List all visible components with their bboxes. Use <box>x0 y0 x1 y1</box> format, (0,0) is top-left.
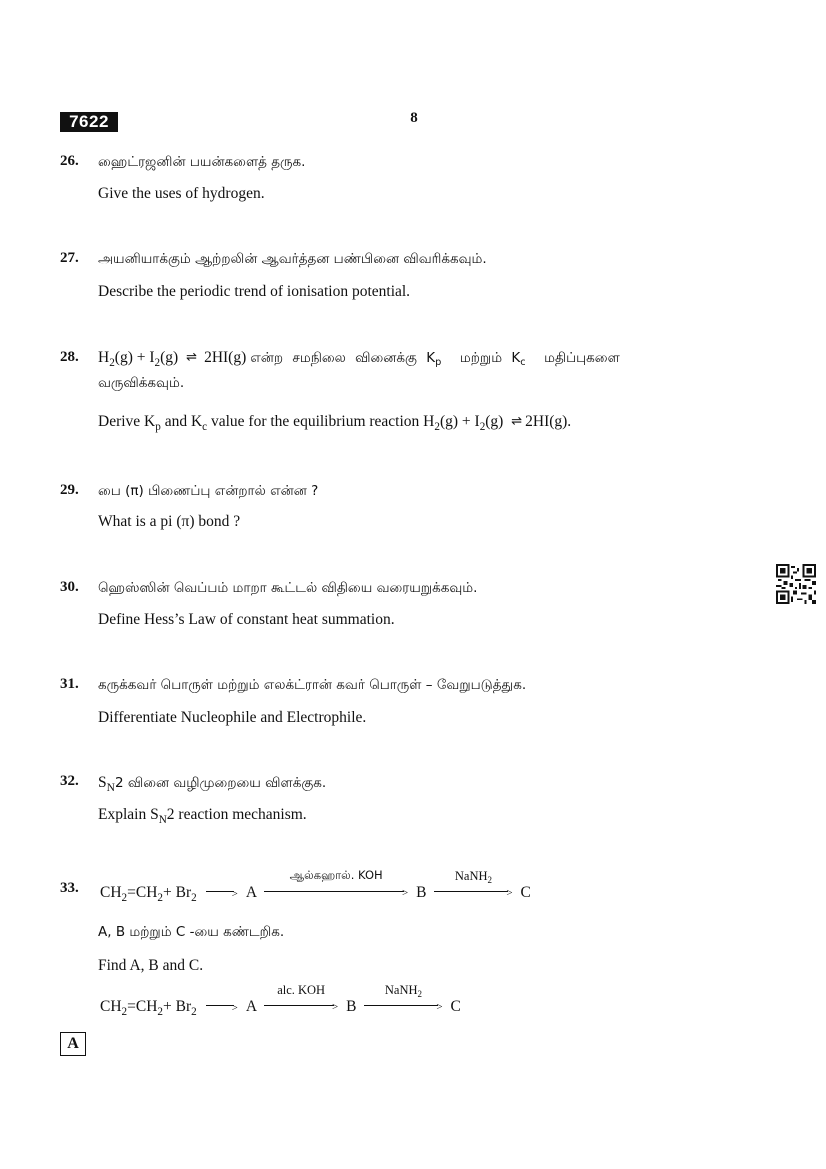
question-tamil-line2: வருவிக்கவும். <box>98 375 185 391</box>
question-tamil: ஹைட்ரஜனின் பயன்களைத் தருக. <box>98 154 306 170</box>
question-number: 28. <box>60 349 79 365</box>
tamil-text: என்ற சமநிலை வினைக்கு $K_p$ மற்றும் $K_c$ மதிப்புகளை <box>250 350 620 369</box>
question-english: Find A, B and C. <box>98 957 204 974</box>
reaction-lhs: $H_2(g) + I_2(g)$ <box>98 349 179 369</box>
reaction-arrow-icon: > <box>206 884 238 902</box>
reaction-rhs: 2HI(g) <box>204 349 247 366</box>
question-english: What is a pi (π) bond ? <box>98 513 241 530</box>
question-english: Give the uses of hydrogen. <box>98 185 265 202</box>
reagent-arrow-alc-koh: ஆல்கஹால். KOH > <box>264 884 408 902</box>
question-english: Differentiate Nucleophile and Electrophile. <box>98 709 367 726</box>
paper-code: 7622 <box>60 112 118 132</box>
question-english: Define Hess’s Law of constant heat summation. <box>98 611 395 628</box>
reaction-scheme-english: $CH_2=CH_2+ Br_2 > A$ alc. KOH > B NaNH$_2$ > C <box>100 983 461 1018</box>
booklet-type-box: A <box>60 1032 86 1056</box>
page-number: 8 <box>410 110 418 126</box>
question-english: Describe the periodic trend of ionisation potential. <box>98 283 411 300</box>
question-tamil: $S_N2$ வினை வழிமுறையை விளக்குக. <box>98 774 327 795</box>
question-number: 33. <box>60 880 79 896</box>
reaction-scheme-tamil: $CH_2=CH_2+ Br_2 > A$ ஆல்கஹால். KOH > B NaNH$_2$ > C <box>100 868 531 904</box>
question-number: 32. <box>60 773 79 789</box>
reagent-arrow-nanh2: NaNH$_2$ > <box>364 998 442 1016</box>
question-english: Explain $S_N2$ reaction mechanism. <box>98 806 307 826</box>
question-tamil <box>98 349 728 368</box>
question-number: 30. <box>60 579 79 595</box>
question-tamil: அயனியாக்கும் ஆற்றலின் ஆவர்த்தன பண்பினை விவரிக்கவும். <box>98 251 487 267</box>
reagent-arrow-nanh2: NaNH$_2$ > <box>434 884 512 902</box>
question-number: 27. <box>60 250 79 266</box>
question-number: 29. <box>60 482 79 498</box>
question-number: 26. <box>60 153 79 169</box>
question-tamil: பை (π) பிணைப்பு என்றால் என்ன ? <box>98 483 319 499</box>
question-tamil: கருக்கவர் பொருள் மற்றும் எலக்ட்ரான் கவர் பொருள் – வேறுபடுத்துக. <box>98 677 527 693</box>
equilibrium-arrow-icon: ⇌ <box>511 414 522 429</box>
reaction-arrow-icon: > <box>206 998 238 1016</box>
question-number: 31. <box>60 676 79 692</box>
reagent-arrow-alc-koh: alc. KOH > <box>264 998 338 1016</box>
question-tamil: A, B மற்றும் C -யை கண்டறிக. <box>98 924 285 940</box>
qr-code-icon <box>776 564 816 604</box>
question-tamil: ஹெஸ்ஸின் வெப்பம் மாறா கூட்டல் விதியை வரையறுக்கவும். <box>98 580 478 596</box>
equilibrium-arrow-icon: ⇌ <box>186 350 197 365</box>
question-english: Derive $K_p$ and $K_c$ value for the equilibrium reaction $H_2(g) + I_2(g)$ ⇌ 2HI(g). <box>98 413 572 433</box>
